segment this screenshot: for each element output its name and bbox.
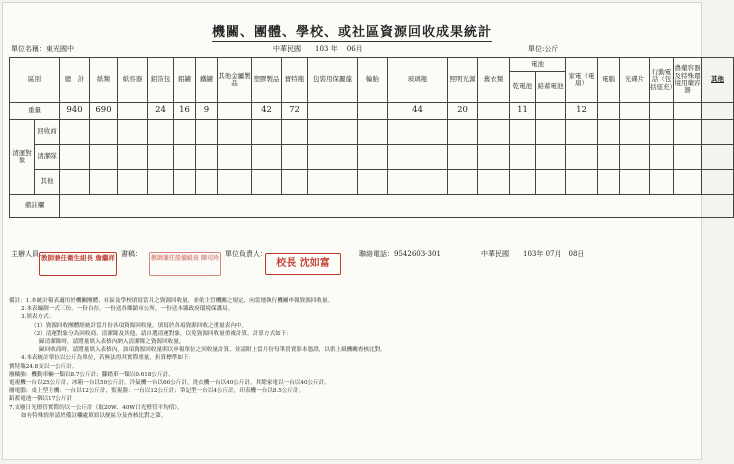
weight-lamp: 20: [448, 103, 478, 120]
weight-plastic: 42: [252, 103, 282, 120]
weight-other-metal: [218, 103, 252, 120]
unit-measure: 單位:公斤: [528, 45, 559, 53]
weight-pet: 72: [282, 103, 308, 120]
note-line: 寶特瓶24.8支以一公斤計。: [9, 363, 78, 370]
remarks-cell: [60, 195, 734, 218]
weight-aluminum-can: 16: [174, 103, 196, 120]
contact-phone: 聯絡電話：9542603-301: [359, 250, 441, 258]
col-other-metal: 其他金屬製品: [218, 58, 252, 103]
col-pet: 寶特瓶: [282, 58, 308, 103]
col-disc: 光碟片: [620, 58, 650, 103]
recycling-table: [9, 57, 734, 218]
note-line: 備註：1.本統計報表適用於機關團體、社區及學校填寫當月之資源回收量，並依主管機關之規定，向當地執行機關申報資源回收量。: [9, 298, 334, 304]
note-line: 鉛蓄電池一個以17公斤計: [9, 396, 73, 403]
report-period: 中華民國 103 年 06月: [273, 45, 363, 53]
note-line: （1）資源回收團體經統計當月份各項資源回收量，填寫於各項資源回收之重量表內中。: [31, 322, 248, 329]
col-battery-group: 電池: [510, 58, 566, 72]
note-line: （2）清運對象分為回收商、清潔隊及其他，請自選清運對象，以免資源回收量重複計算，計算方式如下：: [31, 330, 292, 337]
col-lead-battery: 鉛蓄電池: [536, 72, 566, 103]
remarks-label: 備註欄: [10, 195, 60, 218]
col-paper-container: 紙容器: [118, 58, 148, 103]
recycle-target-label: 清運對象: [10, 120, 35, 195]
weight-tire: [358, 103, 388, 120]
note-line: 電視機一台以25公斤計，冰箱一台以50公斤計，冷氣機一台以60公斤計，洗衣機一台以40公斤計，其餘家電以一台以40公斤計。: [9, 380, 330, 387]
report-title: 機關、團體、學校、或社區資源回收成果統計: [211, 25, 492, 40]
weight-iron-can: 9: [196, 103, 218, 120]
weight-lead-battery: [536, 103, 566, 120]
col-lamp: 照明光源: [448, 58, 478, 103]
head-label: 單位負責人：: [225, 250, 267, 258]
weight-foam: [308, 103, 358, 120]
col-phone: 行動電話（包括座充）: [650, 58, 674, 103]
recycle-cleaning-label: 清潔隊: [35, 145, 60, 170]
weight-label: 重量: [10, 103, 60, 120]
recycle-row-cleaning: [10, 145, 734, 170]
col-plastic: 塑膠製品: [252, 58, 282, 103]
notes-section: [9, 297, 697, 420]
weight-appliance: 12: [566, 103, 598, 120]
supervisor-stamp: 教師兼任衛生組長 詹繼祥: [39, 252, 117, 276]
col-glass: 玻璃瓶: [388, 58, 448, 103]
col-clothes: 舊衣類: [478, 58, 510, 103]
weight-row: [10, 103, 734, 120]
col-dry-battery: 乾電池: [510, 72, 536, 103]
weight-aluminum-foil: 24: [148, 103, 174, 120]
note-line: 歸清潔隊時，請將量填入表格內納入清潔隊之資源回收量。: [39, 339, 185, 346]
weight-total: 940: [60, 103, 90, 120]
note-line: 廢電腦：桌上型主機：一台以12公斤計，監視器：一台以12公斤計；筆記型一台以4公斤計，印表機一台以8.5公斤計。: [9, 388, 305, 395]
weight-paper: 690: [90, 103, 118, 120]
col-appliance: 家電（電扇）: [566, 58, 598, 103]
col-computer: 電腦: [598, 58, 620, 103]
col-category: 區別: [10, 58, 60, 103]
weight-paper-container: [118, 103, 148, 120]
note-line: 7.支廢日光燈管實際約以一公斤計（取20W、40W日光燈管平均值）。: [9, 404, 183, 411]
col-tire: 輪胎: [358, 58, 388, 103]
col-total: 總 計: [60, 58, 90, 103]
head-stamp: 校長 沈如富: [265, 253, 341, 275]
note-line: 歸回收商時，請將量填入表格內，該項資源回收量則以申報單位之回收量計算，並請附上當月份每筆買賣影本憑證，以供上級機關查核比對。: [39, 347, 386, 354]
col-paper: 紙類: [90, 58, 118, 103]
note-line: 2.本表編制一式三份，一份自存，一份送各鄉鎮市公所，一份送本縣政府環境保護局。: [21, 306, 234, 313]
supervisor-label: 主辦人員：: [11, 250, 46, 258]
col-foam: 包裝用保麗龍: [308, 58, 358, 103]
note-line: 4.本表統計單位以公斤為單位，若無法得其實際重量，折算標準如下：: [21, 355, 195, 362]
note-line: 廢輪胎：機動車輛一類以8.7公斤計；腳踏車一類以0.618公斤計。: [9, 371, 174, 378]
col-other: 其他: [702, 58, 734, 103]
header-row-1: [10, 58, 734, 72]
col-agri-container: 農藥容器及特殊環境用藥容器: [674, 58, 702, 103]
report-page: [2, 2, 724, 460]
weight-glass: 44: [388, 103, 448, 120]
report-date: 中華民國 103年 07月 08日: [481, 250, 585, 258]
weight-dry-battery: 11: [510, 103, 536, 120]
recycle-row-dealer: [10, 120, 734, 145]
recycle-row-other: [10, 170, 734, 195]
col-aluminum-foil: 鋁箔包: [148, 58, 174, 103]
note-line: 3.填表方式：: [21, 314, 55, 321]
remarks-row: [10, 195, 734, 218]
unit-name: 單位名稱：東光國中: [11, 45, 74, 53]
recycle-dealer-label: 回收商: [35, 120, 60, 145]
col-iron-can: 鐵罐: [196, 58, 218, 103]
weight-clothes: [478, 103, 510, 120]
clerk-stamp: 教師兼任設備組長 陳司玲: [149, 252, 221, 276]
recycle-other-label: 其他: [35, 170, 60, 195]
col-aluminum-can: 鋁罐: [174, 58, 196, 103]
clerk-label: 書稿：: [121, 250, 142, 258]
note-line: 如有特殊情形請於備註欄處填寫以便區分及查核比對之第。: [21, 412, 167, 419]
